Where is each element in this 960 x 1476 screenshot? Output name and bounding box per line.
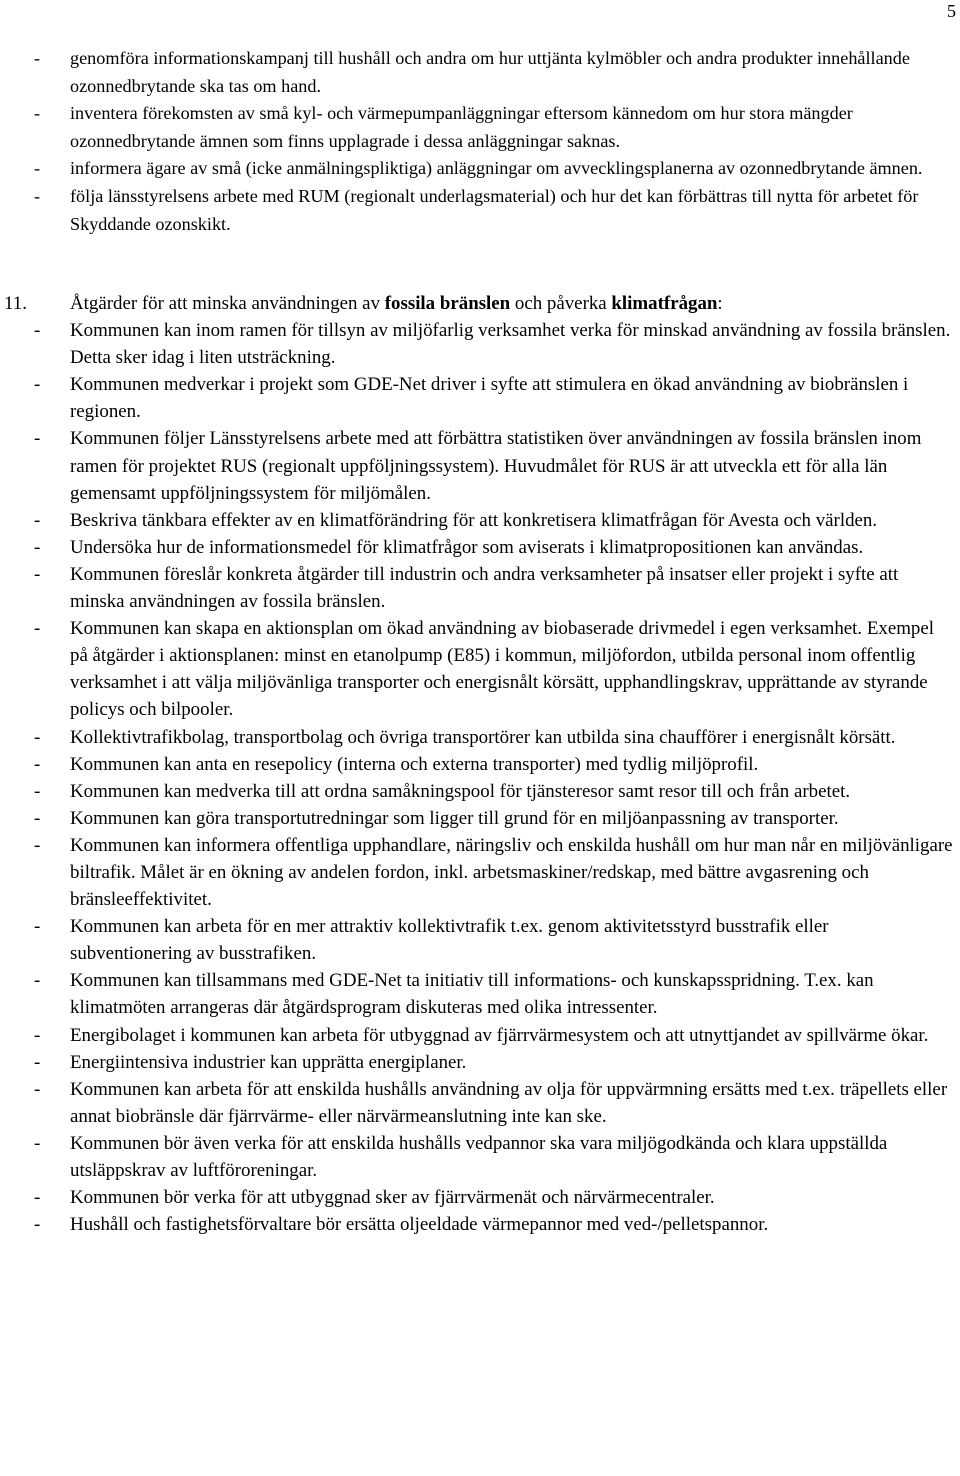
dash-bullet: - [34,834,41,856]
list-item-text: följa länsstyrelsens arbete med RUM (regionalt underlagsmaterial) och hur det kan förbättras till nytta för arbetet för Skyddande ozonskikt. [70,185,919,234]
list-item-text: informera ägare av små (icke anmälningspliktiga) anläggningar om avvecklingsplanerna av ozonnedbrytande ämnen. [70,158,923,179]
measures-list [34,317,954,1238]
list-item [34,1184,954,1211]
list-item-text: Kommunen kan medverka till att ordna samåkningspool för tjänsteresor samt resor till och från arbetet. [70,780,851,802]
list-item [34,778,954,805]
list-item [34,534,954,561]
dash-bullet: - [34,753,41,775]
section-number: 11. [4,293,27,314]
list-item-text: Kommunen bör även verka för att enskilda hushålls vedpannor ska vara miljögodkända och klara uppställda utsläppskrav av luftföroreningar. [70,1132,888,1181]
dash-bullet: - [34,1078,41,1100]
dash-bullet: - [34,916,41,938]
list-item [34,805,954,832]
list-item-text: Kommunen kan tillsammans med GDE-Net ta initiativ till informations- och kunskapsspridning. T.ex. kan klimatmöten arrangeras där åtgärdsprogram diskuteras med olika intressenter. [70,970,874,1019]
heading-text: och påverka [510,293,612,314]
dash-bullet: - [34,726,41,748]
list-item [34,1130,954,1184]
list-item-text: Kommunen kan skapa en aktionsplan om ökad användning av biobaserade drivmedel i egen verksamhet. Exempel på åtgärder i aktionsplanen: minst en etanolpump (E85) i kommun, miljöfordon, utbilda personal inom offentlig verksamhet i att välja miljövänliga transporter och energisnålt körsätt, upphandlingskrav, upprättande av styrande policys och bilpooler. [70,618,934,721]
list-item [34,832,954,913]
list-item-text: genomföra informationskampanj till hushåll och andra om hur uttjänta kylmöbler och andra produkter innehållande ozonnedbrytande ska tas om hand. [70,48,910,96]
list-item [34,1076,954,1130]
heading-text: Åtgärder för att minska användningen av [70,293,385,314]
list-item [34,615,954,723]
dash-bullet: - [34,1051,41,1073]
dash-bullet: - [34,1187,41,1209]
list-item [34,155,954,183]
list-item [34,967,954,1021]
list-item-text: Kommunen kan informera offentliga upphandlare, näringsliv och enskilda hushåll om hur man når en miljövänligare biltrafik. Målet är en ökning av andelen fordon, inkl. arbetsmaskiner/redskap, med bättre avgasrening och bränsleeffektivitet. [70,834,953,911]
list-item [34,371,954,425]
dash-bullet: - [34,103,41,124]
list-item-text: Hushåll och fastighetsförvaltare bör ersätta oljeeldade värmepannor med ved-/pelletspannor. [70,1214,769,1236]
dash-bullet: - [34,536,41,558]
dash-bullet: - [34,158,41,179]
dash-bullet: - [34,780,41,802]
list-item [34,507,954,534]
list-item-text: Kommunen kan anta en resepolicy (interna och externa transporter) med tydlig miljöprofil. [70,753,759,775]
list-item-text: Energiintensiva industrier kan upprätta energiplaner. [70,1051,467,1073]
list-item-text: inventera förekomsten av små kyl- och värmepumpanläggningar eftersom kännedom om hur stora mängder ozonnedbrytande ämnen som finns upplagrade i dessa anläggningar saknas. [70,103,853,151]
dash-bullet: - [34,807,41,829]
dash-bullet: - [34,509,41,531]
heading-bold-climate: klimatfrågan [611,293,718,314]
list-item-text: Kommunen bör verka för att utbyggnad sker av fjärrvärmenät och närvärmecentraler. [70,1187,715,1209]
list-item-text: Kommunen föreslår konkreta åtgärder till industrin och andra verksamheter på insatser eller projekt i syfte att minska användningen av fossila bränslen. [70,563,899,613]
heading-text: : [717,293,723,314]
dash-bullet: - [34,48,41,68]
dash-bullet: - [34,185,41,206]
intro-list [34,45,954,238]
dash-bullet: - [34,1214,41,1236]
list-item-text: Energibolaget i kommunen kan arbeta för utbyggnad av fjärrvärmesystem och att utnyttjandet av spillvärme ökar. [70,1024,929,1046]
dash-bullet: - [34,970,41,992]
list-item [34,913,954,967]
list-item-text: Kommunen kan inom ramen för tillsyn av miljöfarlig verksamhet verka för minskad användning av fossila bränslen. Detta sker idag i liten utsträckning. [70,320,951,369]
list-item-text: Kommunen kan arbeta för att enskilda hushålls användning av olja för uppvärmning ersätts med t.ex. träpellets eller annat biobränsle där fjärrvärme- eller närvärmeanslutning inte kan ske. [70,1078,948,1127]
list-item [34,561,954,615]
list-item-text: Undersöka hur de informationsmedel för klimatfrågor som aviserats i klimatpropositionen kan användas. [70,536,864,558]
dash-bullet: - [34,428,41,450]
list-item-text: Beskriva tänkbara effekter av en klimatförändring för att konkretisera klimatfrågan för Avesta och världen. [70,509,878,531]
list-item [34,1211,954,1238]
list-item [34,724,954,751]
section-heading [4,290,954,317]
list-item [34,1022,954,1049]
list-item [34,45,954,100]
list-item [34,317,954,371]
list-item-text: Kommunen medverkar i projekt som GDE-Net driver i syfte att stimulera en ökad användning av biobränslen i regionen. [70,374,909,423]
page-number: 5 [947,1,956,21]
section-11 [4,290,954,1238]
list-item-text: Kommunen kan göra transportutredningar som ligger till grund för en miljöanpassning av transporter. [70,807,839,829]
dash-bullet: - [34,320,41,342]
intro-list-block [34,45,954,238]
list-item-text: Kommunen följer Länsstyrelsens arbete med att förbättra statistiken över användningen av fossila bränslen inom ramen för projektet RUS (regionalt uppföljningssystem). Huvudmålet för RUS är att utveckla ett för alla län gemensamt uppföljningssystem för miljömålen. [70,428,922,504]
list-item-text: Kollektivtrafikbolag, transportbolag och övriga transportörer kan utbilda sina chaufförer i energisnålt körsätt. [70,726,896,748]
dash-bullet: - [34,618,41,640]
heading-bold-fossil: fossila bränslen [384,293,511,314]
dash-bullet: - [34,1132,41,1154]
list-item [34,1049,954,1076]
list-item [34,100,954,155]
list-item [34,425,954,506]
dash-bullet: - [34,1024,41,1046]
list-item-text: Kommunen kan arbeta för en mer attraktiv kollektivtrafik t.ex. genom aktivitetsstyrd busstrafik eller subventionering av busstrafiken. [70,916,829,965]
dash-bullet: - [34,374,41,396]
list-item [34,751,954,778]
list-item [34,183,954,238]
dash-bullet: - [34,563,41,585]
